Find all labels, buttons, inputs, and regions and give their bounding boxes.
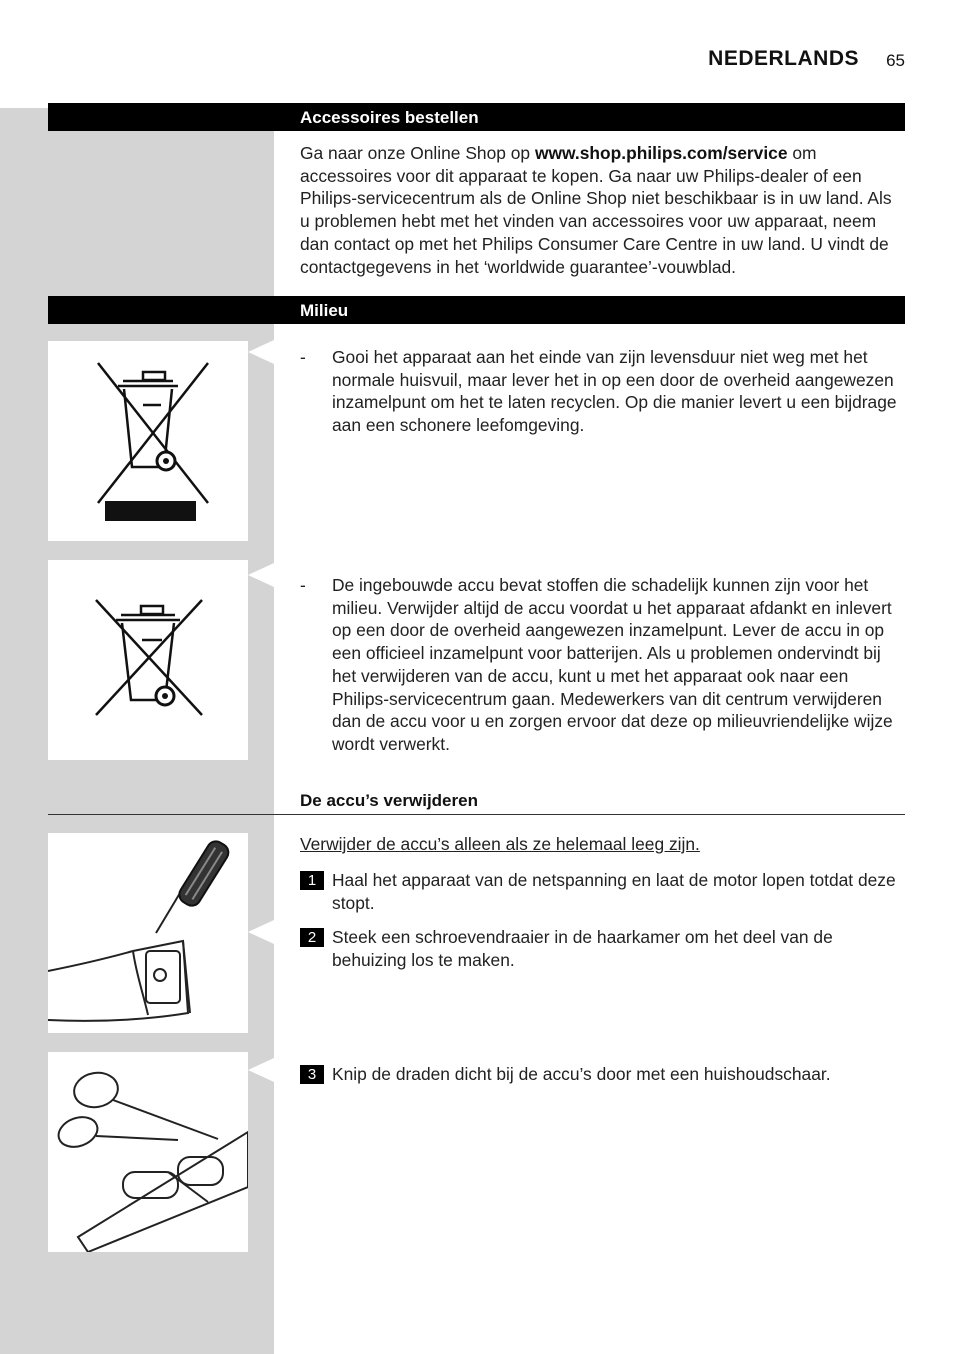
step-1 — [300, 869, 900, 914]
battery-removal-note: Verwijder de accu’s alleen als ze helemaal leeg zijn. — [300, 834, 700, 854]
step-3-text: Knip de draden dicht bij de accu’s door met een huishoudschaar. — [332, 1064, 831, 1084]
environment-item-1 — [300, 346, 900, 437]
section-title-environment: Milieu — [300, 301, 349, 320]
crossed-bin-icon — [48, 560, 248, 760]
step-1-text: Haal het apparaat van de netspanning en laat de motor lopen totdat deze stopt. — [332, 870, 896, 913]
step-number-badge: 1 — [300, 871, 324, 890]
pointer-notch — [248, 563, 274, 587]
accessories-text-intro: Ga naar onze Online Shop op — [300, 143, 535, 163]
section-title-accessories: Accessoires bestellen — [300, 108, 479, 127]
section-bar-environment — [48, 296, 905, 324]
accessories-paragraph — [300, 142, 900, 278]
image-box-scissors — [48, 1052, 248, 1252]
screwdriver-illustration — [48, 833, 248, 1033]
dash-bullet: - — [300, 575, 306, 595]
section-bar-accessories — [48, 103, 905, 131]
pointer-notch — [248, 920, 274, 944]
scissors-illustration — [48, 1052, 248, 1252]
environment-item-2 — [300, 574, 900, 756]
dash-bullet: - — [300, 347, 306, 367]
section-divider — [48, 814, 905, 815]
step-2 — [300, 926, 900, 971]
section-title-battery-removal: De accu’s verwijderen — [300, 791, 478, 810]
image-box-bin-1 — [48, 341, 248, 541]
shop-url[interactable]: www.shop.philips.com/service — [534, 143, 788, 163]
environment-item-2-text: De ingebouwde accu bevat stoffen die schadelijk kunnen zijn voor het milieu. Verwijder altijd de accu voordat u het apparaat afdankt en inlevert op een door de overheid aangewezen inzamelpunt. Lever de accu in op een officieel inzamelpunt voor batterijen. Als u problemen ondervindt bij het verwijderen van de accu, kunt u met het apparaat ook naar een Philips-servicecentrum gaan. Medewerkers van dit centrum verwijderen dan de accu voor u en zorgen ervoor dat deze op milieuvriendelijke wijze wordt verwerkt. — [332, 575, 893, 754]
step-3 — [300, 1063, 900, 1086]
crossed-bin-icon — [48, 341, 248, 541]
step-2-text: Steek een schroevendraaier in de haarkamer om het deel van de behuizing los te maken. — [332, 927, 833, 970]
environment-item-1-text: Gooi het apparaat aan het einde van zijn levensduur niet weg met het normale huisvuil, maar lever het in op een door de overheid aangewezen inzamelpunt om het te laten recyclen. Op die manier levert u een bijdrage aan een schonere leefomgeving. — [332, 347, 897, 436]
step-number-badge: 2 — [300, 928, 324, 947]
page-number: 65 — [886, 51, 905, 70]
pointer-notch — [248, 340, 274, 364]
language-header: NEDERLANDS — [708, 47, 859, 70]
accessories-text-rest: om accessoires voor dit apparaat te kopen. Ga naar uw Philips-dealer of een Philips-servicecentrum als de Online Shop niet beschikbaar is in uw land. Als u problemen hebt met het vinden van accessoires voor uw apparaat, neem dan contact op met het Philips Consumer Care Centre in uw land. U vindt de contactgegevens in het ‘worldwide guarantee’-vouwblad. — [300, 143, 892, 277]
step-number-badge: 3 — [300, 1065, 324, 1084]
image-box-screwdriver — [48, 833, 248, 1033]
image-box-bin-2 — [48, 560, 248, 760]
pointer-notch — [248, 1058, 274, 1082]
